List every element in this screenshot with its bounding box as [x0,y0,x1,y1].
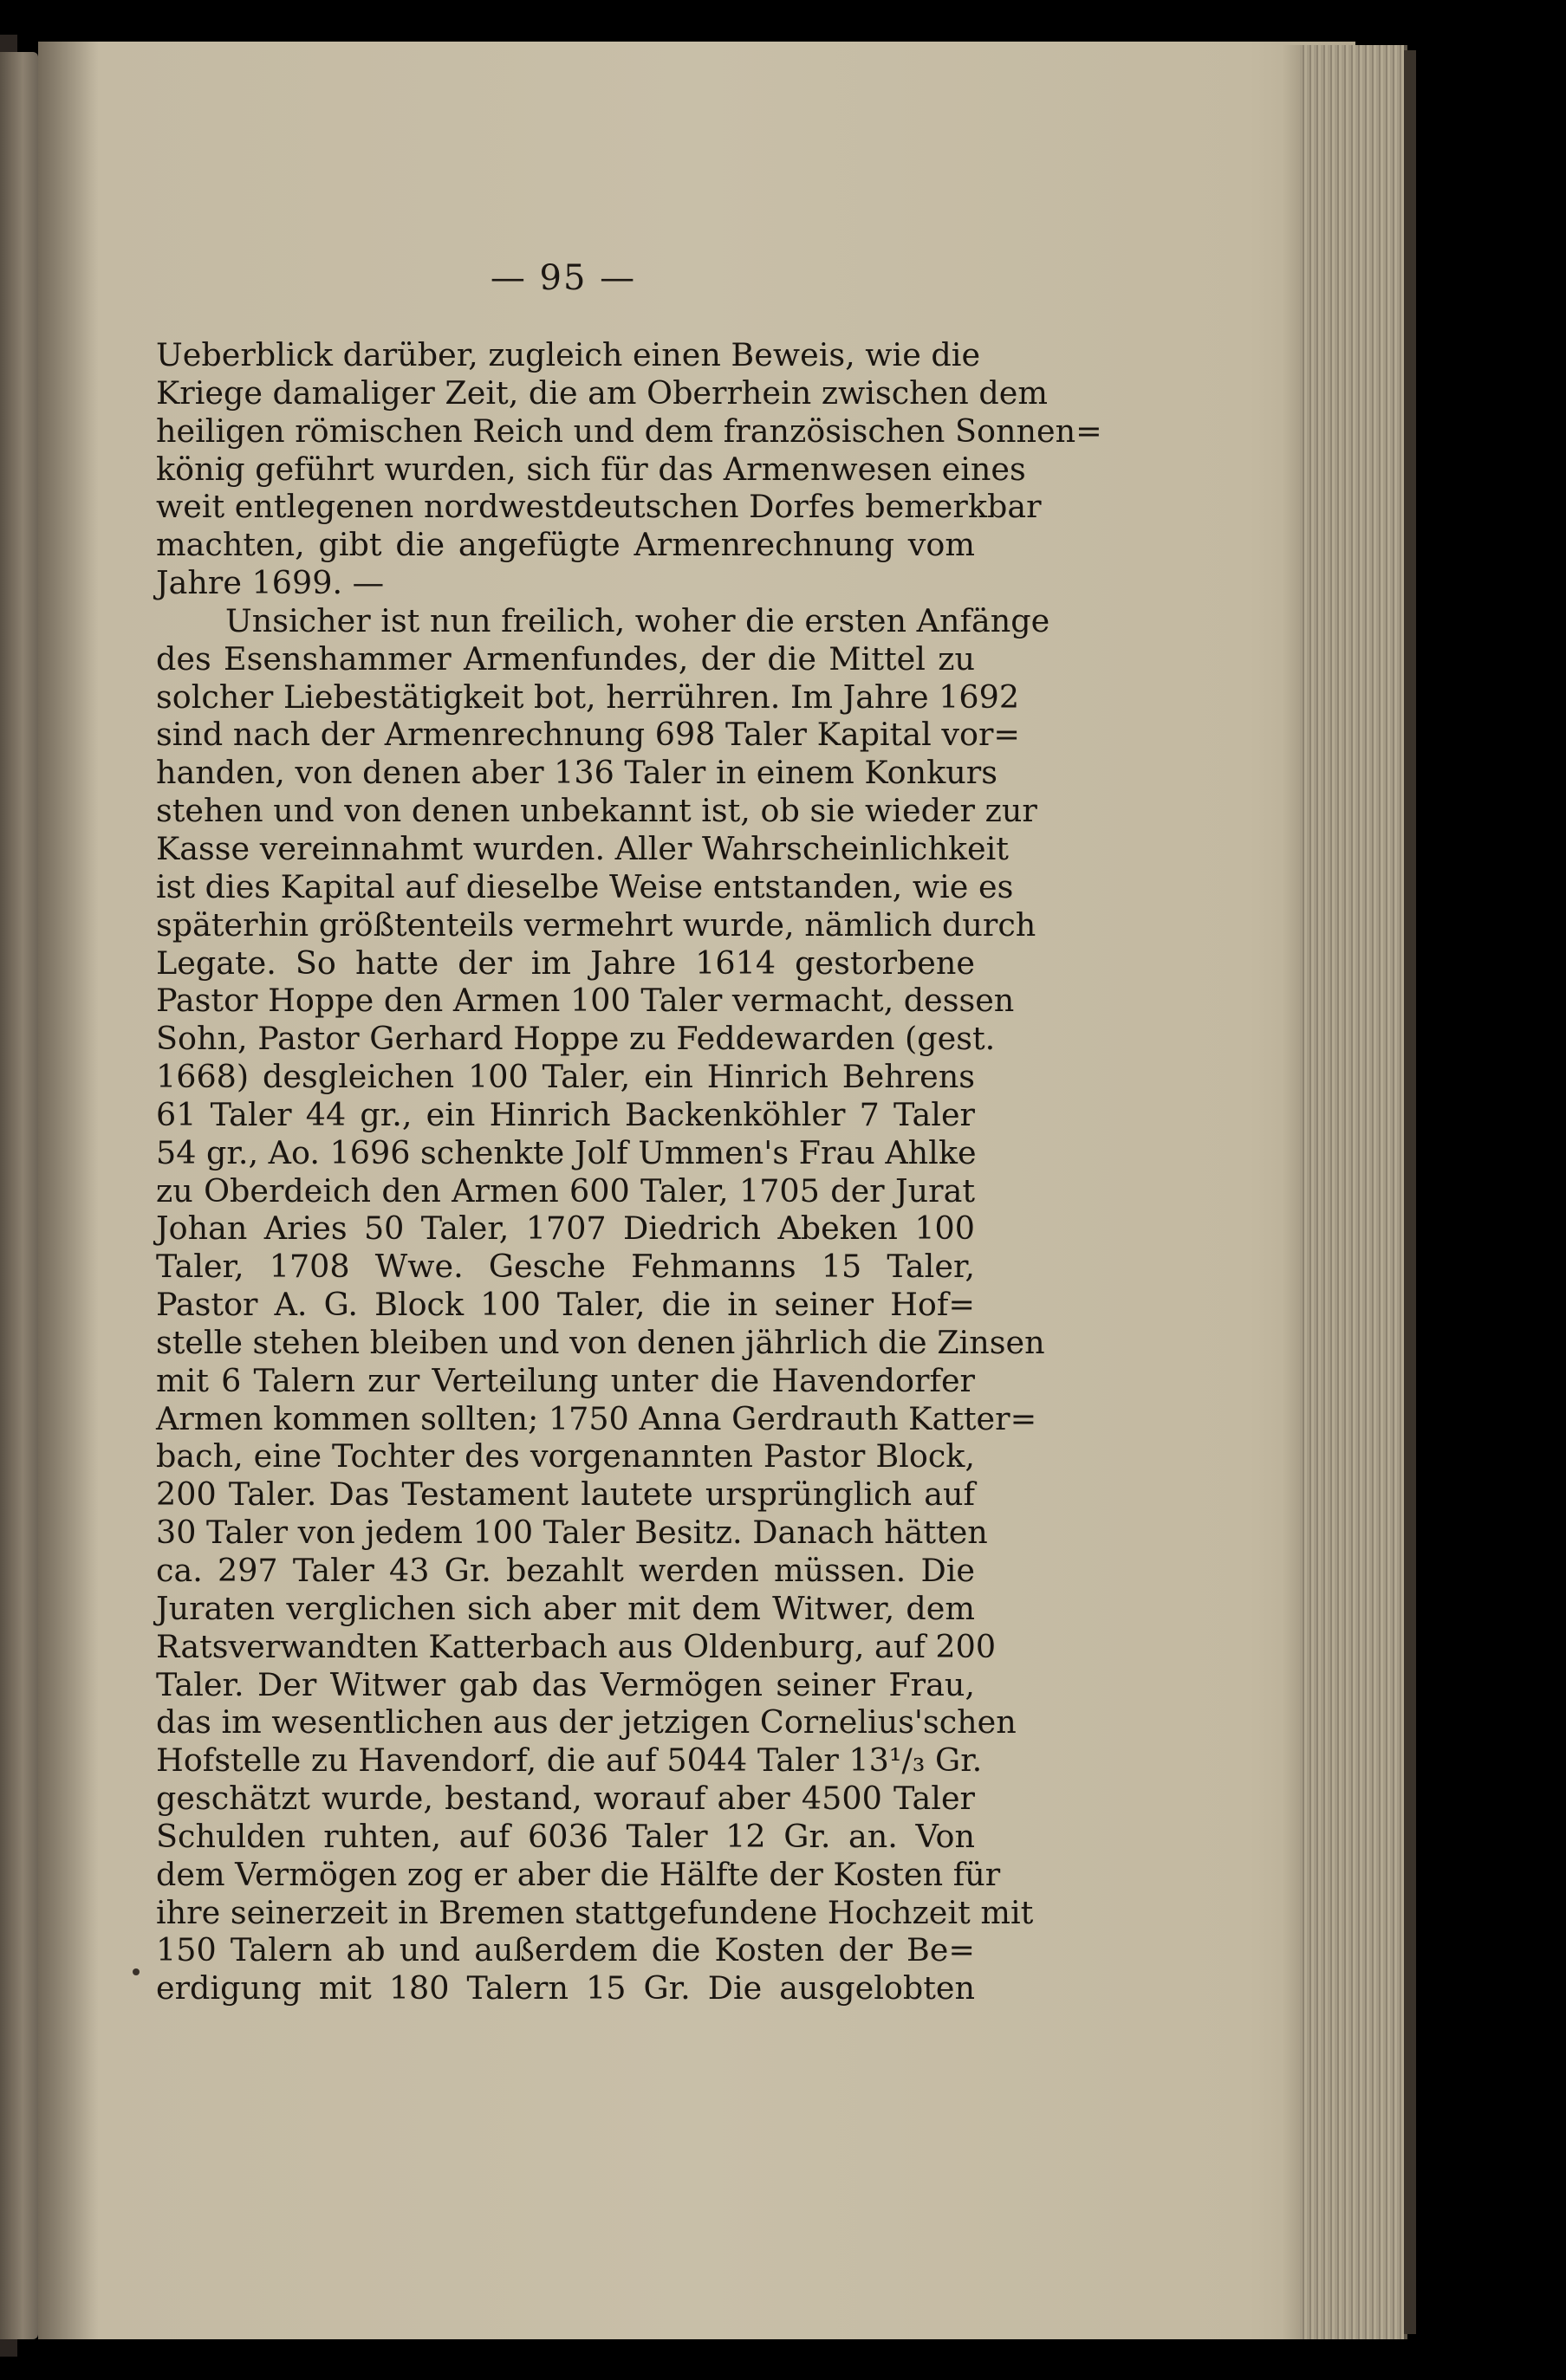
text-line: weit entlegenen nordwestdeutschen Dorfes bemerkbar [156,488,1042,526]
text-line: bach, eine Tochter des vorgenannten Pastor Block, [156,1437,975,1475]
text-line: handen, von denen aber 136 Taler in einem Konkurs [156,754,997,792]
text-line: könig geführt wurden, sich für das Armenwesen eines [156,450,1026,488]
text-line: Legate. So hatte der im Jahre 1614 gestorbene [156,944,975,982]
text-line: Kasse vereinnahmt wurden. Aller Wahrscheinlichkeit [156,829,1009,867]
page-stack-fore-edge [1300,45,1407,2339]
text-line: 150 Talern ab und außerdem die Kosten der Be= [156,1931,975,1969]
text-line: Hofstelle zu Havendorf, die auf 5044 Taler 13¹/₃ Gr. [156,1741,983,1780]
text-line: mit 6 Talern zur Verteilung unter die Havendorfer [156,1361,975,1399]
text-line: Sohn, Pastor Gerhard Hoppe zu Feddewarden (gest. [156,1020,996,1058]
body-text [156,336,1102,2007]
text-line: dem Vermögen zog er aber die Hälfte der Kosten für [156,1855,1001,1893]
text-line: solcher Liebestätigkeit bot, herrühren. Im Jahre 1692 [156,678,1020,716]
text-line: stehen und von denen unbekannt ist, ob sie wieder zur [156,792,1037,830]
text-line: 61 Taler 44 gr., ein Hinrich Backenköhler 7 Taler [156,1095,975,1133]
text-line: 200 Taler. Das Testament lautete ursprünglich auf [156,1475,975,1514]
text-line: Juraten verglichen sich aber mit dem Witwer, dem [156,1589,975,1627]
text-line: Unsicher ist nun freilich, woher die ersten Anfänge [225,601,1050,639]
text-line: Johan Aries 50 Taler, 1707 Diedrich Abeken 100 [156,1209,975,1248]
text-line: Schulden ruhten, auf 6036 Taler 12 Gr. an. Von [156,1817,975,1855]
text-line: des Esenshammer Armenfundes, der die Mittel zu [156,639,975,678]
text-line: Armen kommen sollten; 1750 Anna Gerdrauth Katter= [156,1399,1037,1437]
page-number: — 95 — [490,258,637,298]
text-line: Pastor Hoppe den Armen 100 Taler vermacht, dessen [156,982,1015,1020]
text-line: ist dies Kapital auf dieselbe Weise entstanden, wie es [156,867,1014,905]
text-line: stelle stehen bleiben und von denen jährlich die Zinsen [156,1323,1045,1361]
facing-page-edge [0,52,38,2339]
text-line: Taler, 1708 Wwe. Gesche Fehmanns 15 Taler, [156,1248,975,1286]
text-line: das im wesentlichen aus der jetzigen Cornelius'schen [156,1703,1017,1741]
text-line: Kriege damaliger Zeit, die am Oberrhein zwischen dem [156,373,1048,412]
ink-speck [133,1968,140,1975]
text-line: geschätzt wurde, bestand, worauf aber 4500 Taler [156,1780,975,1818]
text-line: zu Oberdeich den Armen 600 Taler, 1705 der Jurat [156,1171,975,1209]
text-line: späterhin größtenteils vermehrt wurde, nämlich durch [156,905,1036,944]
text-line: Pastor A. G. Block 100 Taler, die in seiner Hof= [156,1286,975,1324]
text-line: ihre seinerzeit in Bremen stattgefundene Hochzeit mit [156,1893,1034,1931]
text-line: Ueberblick darüber, zugleich einen Beweis, wie die [156,336,981,373]
text-line: ca. 297 Taler 43 Gr. bezahlt werden müssen. Die [156,1552,975,1589]
text-line: 54 gr., Ao. 1696 schenkte Jolf Ummen's Frau Ahlke [156,1133,977,1171]
page-gutter-shadow [38,42,99,2339]
text-line: Jahre 1699. — [156,564,385,602]
text-line: Ratsverwandten Katterbach aus Oldenburg, auf 200 [156,1627,997,1665]
text-line: heiligen römischen Reich und dem französischen Sonnen= [156,412,1102,450]
text-line: erdigung mit 180 Talern 15 Gr. Die ausgelobten [156,1969,975,2007]
text-line: sind nach der Armenrechnung 698 Taler Kapital vor= [156,716,1020,754]
text-line: Taler. Der Witwer gab das Vermögen seiner Frau, [156,1665,975,1703]
text-line: 30 Taler von jedem 100 Taler Besitz. Danach hätten [156,1514,988,1552]
text-line: machten, gibt die angefügte Armenrechnung vom [156,526,975,564]
text-line: 1668) desgleichen 100 Taler, ein Hinrich Behrens [156,1058,975,1096]
book-cover-right [1404,50,1416,2334]
